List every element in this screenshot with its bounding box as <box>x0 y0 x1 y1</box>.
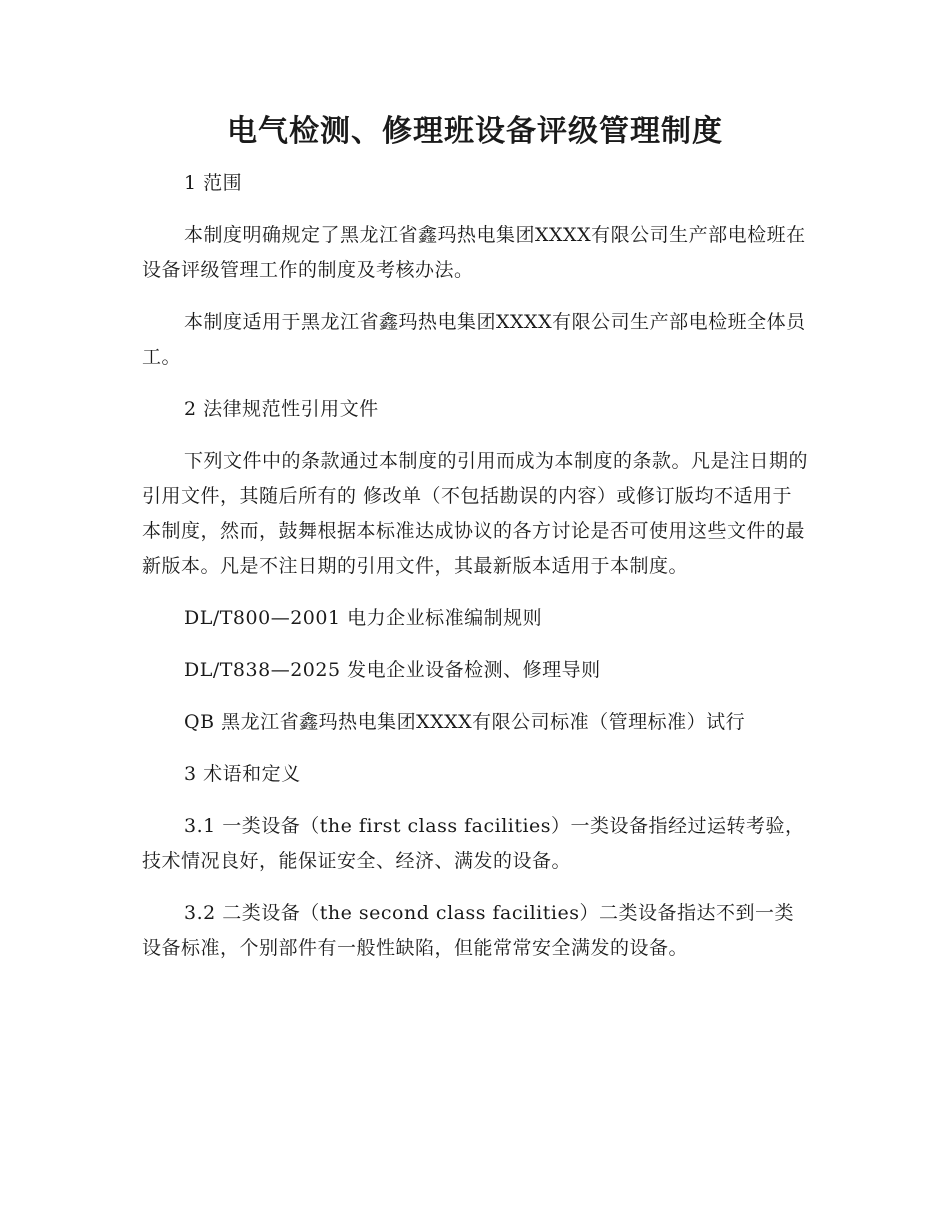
section-heading-terms: 3 术语和定义 <box>184 763 301 785</box>
document-title: 电气检测、修理班设备评级管理制度 <box>227 114 723 149</box>
reference-item-dl-t800: DL/T800—2001 电力企业标准编制规则 <box>184 607 543 629</box>
paragraph-references-intro: 下列文件中的条款通过本制度的引用而成为本制度的条款。凡是注日期的引用文件，其随后所有的 修改单（不包括勘误的内容）或修订版均不适用于本制度，然而，鼓舞根据本标准达成协议的各方讨论是否可使用这些文件的最新版本。凡是不注日期的引用文件，其最新版本适用于本制度。 <box>142 450 809 577</box>
document-body <box>142 166 808 966</box>
paragraph-scope-applicability: 本制度适用于黑龙江省鑫玛热电集团XXXX有限公司生产部电检班全体员工。 <box>142 311 806 368</box>
reference-item-dl-t838: DL/T838—2025 发电企业设备检测、修理导则 <box>184 659 601 681</box>
term-second-class-facilities: 3.2 二类设备（the second class facilities）二类设备指达不到一类设备标准，个别部件有一般性缺陷，但能常常安全满发的设备。 <box>142 902 794 959</box>
section-heading-scope: 1 范围 <box>184 172 243 194</box>
term-first-class-facilities: 3.1 一类设备（the first class facilities）一类设备指经过运转考验，技术情况良好，能保证安全、经济、满发的设备。 <box>142 815 805 872</box>
reference-item-qb: QB 黑龙江省鑫玛热电集团XXXX有限公司标准（管理标准）试行 <box>184 711 746 733</box>
section-heading-references: 2 法律规范性引用文件 <box>184 398 379 420</box>
paragraph-scope-definition: 本制度明确规定了黑龙江省鑫玛热电集团XXXX有限公司生产部电检班在设备评级管理工作的制度及考核办法。 <box>142 224 806 281</box>
